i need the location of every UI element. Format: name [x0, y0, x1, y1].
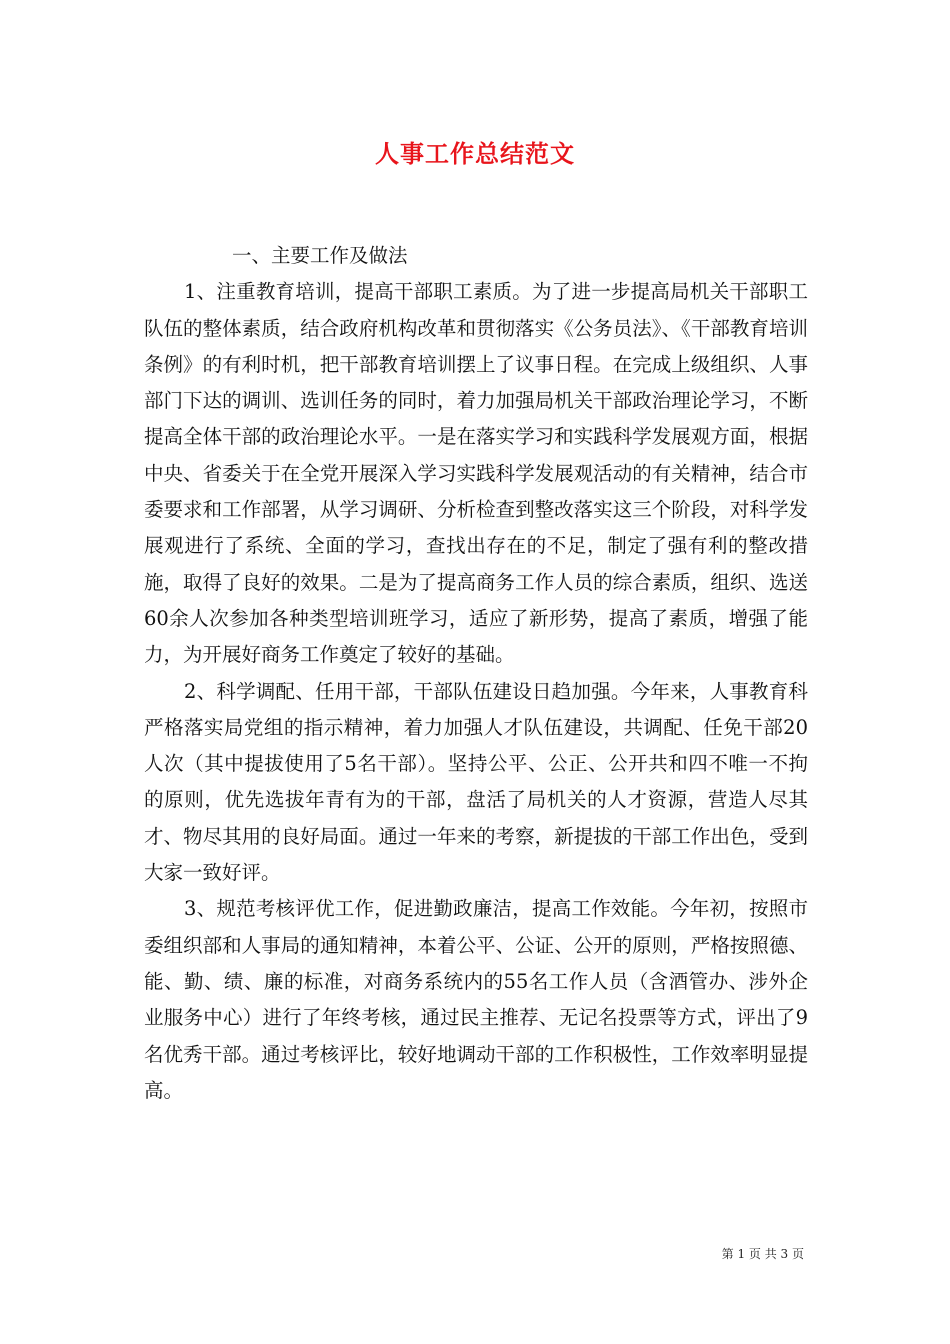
paragraph-assessment: 3、规范考核评优工作，促进勤政廉洁，提高工作效能。今年初，按照市委组织部和人事局的通知精神，本着公平、公证、公开的原则，严格按照德、能、勤、绩、廉的标准，对商务系统内的55名工作人员（含酒管办、涉外企业服务中心）进行了年终考核，通过民主推荐、无记名投票等方式，评出了9名优秀干部。通过考核评比，较好地调动干部的工作积极性，工作效率明显提高。: [144, 897, 808, 1102]
page-number: 第 1 页 共 3 页: [721, 1247, 804, 1261]
paragraph-education-training: 1、注重教育培训，提高干部职工素质。为了进一步提高局机关干部职工队伍的整体素质，结合政府机构改革和贯彻落实《公务员法》、《干部教育培训条例》的有利时机，把干部教育培训摆上了议事日程。在完成上级组织、人事部门下达的调训、选训任务的同时，着力加强局机关干部政治理论学习，不断提高全体干部的政治理论水平。一是在落实学习和实践科学发展观方面，根据中央、省委关于在全党开展深入学习实践科学发展观活动的有关精神，结合市委要求和工作部署，从学习调研、分析检查到整改落实这三个阶段，对科学发展观进行了系统、全面的学习，查找出存在的不足，制定了强有利的整改措施，取得了良好的效果。二是为了提高商务工作人员的综合素质，组织、选送60余人次参加各种类型培训班学习，适应了新形势，提高了素质，增强了能力，为开展好商务工作奠定了较好的基础。: [144, 280, 808, 667]
paragraph-cadre-appointment: 2、科学调配、任用干部，干部队伍建设日趋加强。今年来，人事教育科严格落实局党组的指示精神，着力加强人才队伍建设，共调配、任免干部20人次（其中提拔使用了5名干部）。坚持公平、公正、公开共和四不唯一不拘的原则，优先选拔年青有为的干部，盘活了局机关的人才资源，营造人尽其才、物尽其用的良好局面。通过一年来的考察，新提拔的干部工作出色，受到大家一致好评。: [144, 679, 808, 885]
document-title: 人事工作总结范文: [375, 140, 575, 168]
section-heading: 一、主要工作及做法: [232, 244, 408, 267]
document-body: [144, 238, 808, 1109]
